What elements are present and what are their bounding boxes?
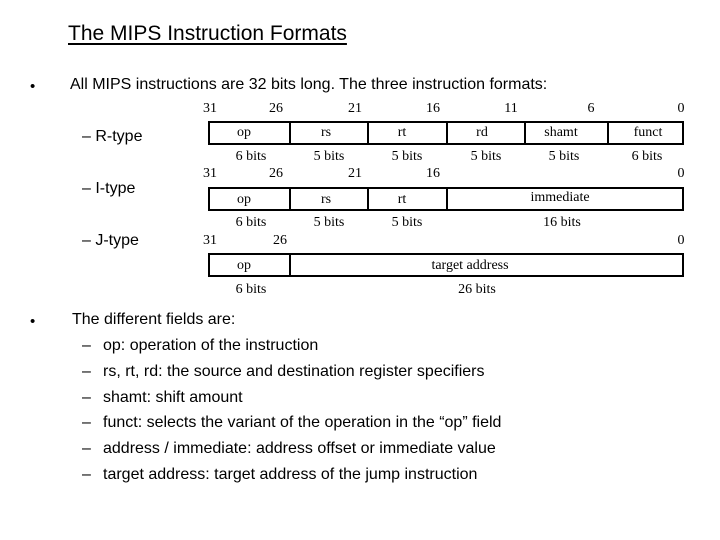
r-field-rs: rs [320,125,332,140]
i-format-box [208,187,684,211]
i-divider [367,189,369,209]
i-field-rs: rs [320,192,332,207]
j-type-label: – J-type [82,232,139,249]
r-field-funct: funct [633,125,663,140]
field-description-item: shamt: shift amount [103,389,243,406]
i-bit-16: 16 [426,166,440,181]
field-description-item: target address: target address of the jump instruction [103,466,478,483]
j-bit-31: 31 [203,233,217,248]
dash-marker: – [82,389,91,406]
j-divider [289,255,291,275]
i-field-rt: rt [397,192,407,207]
r-field-rd: rd [476,125,488,140]
r-type-label: – R-type [82,128,143,145]
r-format-box [208,121,684,145]
field-description-item: op: operation of the instruction [103,337,319,354]
r-bit-11: 11 [504,101,518,116]
dash-marker: – [82,363,91,380]
i-size-immediate: 16 bits [543,215,581,230]
r-bit-21: 21 [348,101,362,116]
j-size-op: 6 bits [235,282,267,297]
i-bit-21: 21 [348,166,362,181]
field-description-item: funct: selects the variant of the operation in the “op” field [103,414,502,431]
j-size-target-address: 26 bits [458,282,496,297]
r-divider [289,123,291,143]
r-bit-31: 31 [203,101,217,116]
i-bit-0: 0 [677,166,685,181]
i-bit-31: 31 [203,166,217,181]
r-field-rt: rt [397,125,407,140]
r-size-shamt: 5 bits [548,149,580,164]
i-divider [446,189,448,209]
r-divider [367,123,369,143]
j-bit-26: 26 [273,233,287,248]
i-size-rs: 5 bits [313,215,345,230]
field-description-item: address / immediate: address offset or immediate value [103,440,496,457]
i-size-rt: 5 bits [391,215,423,230]
i-field-op: op [237,192,251,207]
r-size-rd: 5 bits [470,149,502,164]
bullet-marker: • [30,313,36,330]
r-divider [524,123,526,143]
i-bit-26: 26 [269,166,283,181]
dash-marker: – [82,466,91,483]
j-bit-0: 0 [677,233,685,248]
j-field-op: op [237,258,251,273]
r-divider [446,123,448,143]
r-bit-26: 26 [269,101,283,116]
r-bit-6: 6 [587,101,595,116]
dash-marker: – [82,337,91,354]
r-size-rt: 5 bits [391,149,423,164]
i-divider [289,189,291,209]
i-field-immediate: immediate [530,190,590,205]
intro-text: All MIPS instructions are 32 bits long. The three instruction formats: [70,76,548,93]
r-size-funct: 6 bits [631,149,663,164]
page-title: The MIPS Instruction Formats [68,22,347,45]
i-size-op: 6 bits [235,215,267,230]
bullet-marker: • [30,78,36,95]
r-bit-16: 16 [426,101,440,116]
r-field-op: op [237,125,251,140]
field-description-item: rs, rt, rd: the source and destination register specifiers [103,363,485,380]
r-size-rs: 5 bits [313,149,345,164]
r-size-op: 6 bits [235,149,267,164]
fields-heading: The different fields are: [72,311,236,328]
r-divider [607,123,609,143]
dash-marker: – [82,440,91,457]
r-bit-0: 0 [677,101,685,116]
r-field-shamt: shamt [544,125,578,140]
dash-marker: – [82,414,91,431]
j-field-target-address: target address [431,258,509,273]
i-type-label: – I-type [82,180,136,197]
